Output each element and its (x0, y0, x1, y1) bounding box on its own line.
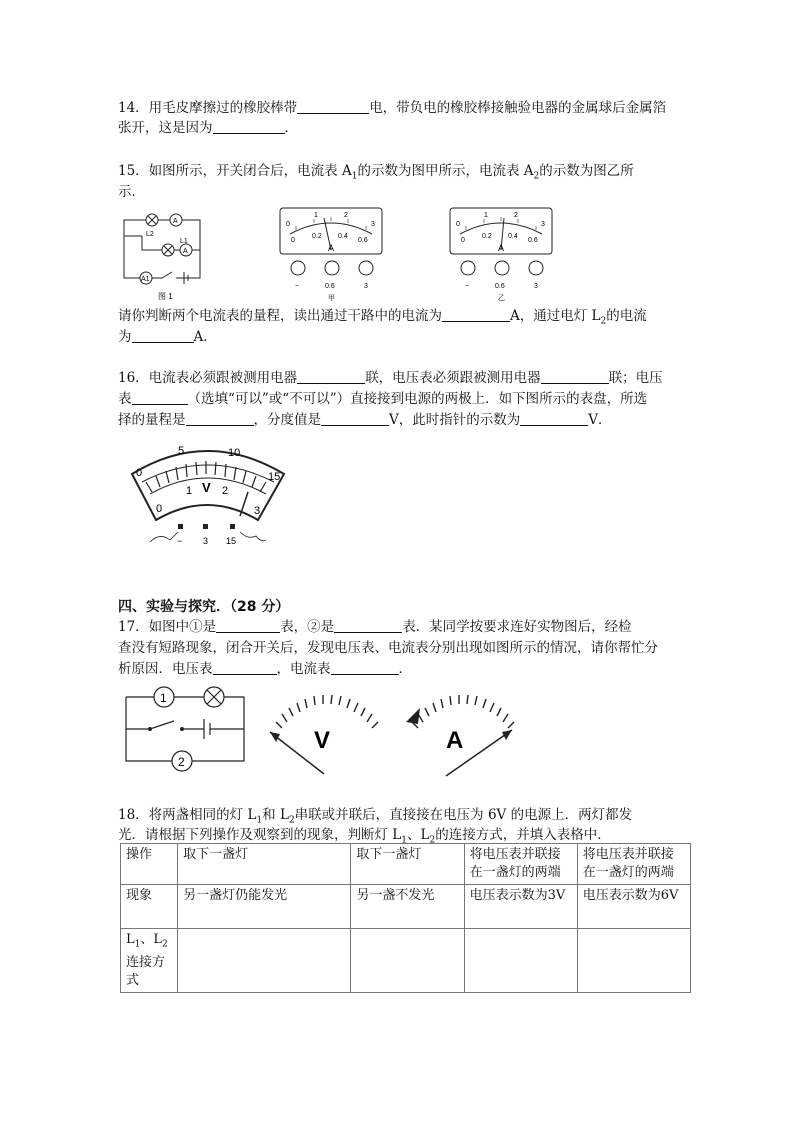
q16-text: 联，电压表必须跟被测用电器 (365, 370, 541, 386)
figure-caption: 甲 (328, 295, 335, 302)
q14-blank-2[interactable] (213, 119, 285, 134)
meter-unit: A (328, 243, 335, 253)
q18-text: 和 L (262, 807, 289, 823)
subscript: 2 (288, 815, 295, 826)
terminal-label: − (295, 283, 300, 290)
scale-label: 0 (286, 221, 290, 228)
q17-line1 (118, 617, 632, 637)
table-cell: 取下一盏灯 (351, 844, 464, 885)
cell-text: 、L (140, 932, 163, 947)
scale-label: 3 (541, 221, 545, 228)
scale-label: 0 (461, 237, 465, 244)
q16-blank-4[interactable] (186, 411, 254, 426)
scale-label: 2 (344, 212, 348, 219)
meter-label: A1 (141, 276, 150, 283)
q14-text: 14．用毛皮摩擦过的橡胶棒带 (118, 100, 298, 116)
q18-text: 光．请根据下列操作及观察到的现象，判断灯 L (118, 827, 402, 843)
table-row (121, 885, 691, 929)
meter-label: 1 (160, 691, 167, 705)
subscript: 2 (600, 316, 607, 327)
q17-text: 17．如图中①是 (118, 619, 217, 635)
scale-label: 0.2 (312, 233, 322, 240)
answer-cell[interactable] (351, 929, 464, 993)
q15-line4 (118, 327, 217, 347)
scale-label: 2 (514, 212, 518, 219)
scale-label: 5 (178, 445, 185, 457)
q14-text: 张开，这是因为 (118, 120, 213, 136)
q15-text: 示． (118, 184, 145, 200)
q16-text: （选填“可以”或“不可以”）直接接到电源的两极上．如下图所示的表盘，所选 (187, 391, 648, 407)
q14-blank-1[interactable] (297, 99, 369, 114)
q16-text: V，此时指针的示数为 (389, 412, 521, 428)
q16-text: 表 (118, 391, 132, 407)
answer-cell[interactable] (178, 929, 351, 993)
q16-text: V． (588, 412, 612, 428)
scale-label: 0 (156, 503, 163, 515)
q15-circuit-diagram (118, 206, 218, 304)
q15-text: 请你判断两个电流表的量程，读出通过干路中的电流为 (118, 308, 442, 324)
q16-blank-5[interactable] (321, 411, 389, 426)
scale-label: 0.4 (508, 233, 518, 240)
scale-label: 3 (254, 505, 261, 517)
terminal-label: 15 (226, 536, 237, 546)
q14-text: ． (284, 120, 298, 136)
meter-unit: A (446, 727, 464, 754)
table-cell: 电压表示数为6V (577, 885, 690, 929)
subscript: 1 (134, 939, 141, 950)
scale-label: 0 (456, 221, 460, 228)
q17-text: ． (398, 661, 412, 677)
subscript: 1 (401, 835, 407, 846)
table-cell: 现象 (121, 885, 178, 929)
q17-blank-1[interactable] (216, 618, 280, 633)
q15-line1 (118, 161, 634, 187)
q17-text: 析原因．电压表 (118, 661, 213, 677)
table-cell: 电压表示数为3V (464, 885, 577, 929)
table-cell: 操作 (121, 844, 178, 885)
q18-table (120, 843, 691, 993)
q16-text: 联；电压 (608, 370, 663, 386)
lamp-label: L2 (146, 231, 154, 238)
terminal-label: 3 (203, 536, 209, 546)
q17-text: 表．某同学按要求连好实物图后，经检 (402, 619, 632, 635)
scale-label: 3 (371, 221, 375, 228)
q15-ammeter-jia (276, 206, 386, 304)
scale-label: 0 (291, 237, 295, 244)
scale-label: 0 (136, 467, 143, 479)
q18-text: 、L (407, 827, 430, 843)
table-cell: 将电压表并联接在一盏灯的两端 (577, 844, 690, 885)
q15-ammeter-yi (446, 206, 556, 304)
q17-blank-4[interactable] (331, 660, 399, 675)
meter-unit: V (314, 727, 331, 754)
q14-text: 电，带负电的橡胶棒接触验电器的金属球后金属箔 (369, 100, 667, 116)
q18-text: 的连接方式，并填入表格中． (435, 827, 611, 843)
q18-text: 18．将两盏相同的灯 L (118, 807, 257, 823)
answer-cell[interactable] (464, 929, 577, 993)
table-row (121, 929, 691, 993)
scale-label: 0.2 (482, 233, 492, 240)
cell-text: 连接方式 (126, 954, 166, 988)
section-heading: 四、实验与探究．（28 分） (118, 599, 290, 615)
table-cell: 取下一盏灯 (178, 844, 351, 885)
scale-label: 15 (268, 471, 281, 483)
q17-line3 (118, 659, 412, 679)
q15-text: A，通过电灯 L (510, 308, 601, 324)
subscript: 1 (256, 815, 263, 826)
subscript: 2 (162, 939, 168, 950)
table-row (121, 844, 691, 885)
q16-text: 择的量程是 (118, 412, 186, 428)
q17-blank-2[interactable] (334, 618, 402, 633)
q15-text: A． (193, 329, 217, 345)
q15-blank-1[interactable] (442, 307, 510, 322)
cell-text: L (126, 932, 135, 947)
terminal-label: 0.6 (325, 283, 335, 290)
terminal-label: − (465, 283, 470, 290)
q16-blank-2[interactable] (541, 369, 609, 384)
subscript: 1 (351, 171, 358, 182)
q17-blank-3[interactable] (213, 660, 277, 675)
q16-blank-1[interactable] (297, 369, 365, 384)
q17-ammeter-dial (400, 686, 526, 778)
figure-caption: 图 1 (158, 292, 173, 301)
figure-caption: 乙 (498, 295, 505, 302)
table-cell (121, 929, 178, 993)
q17-circuit-diagram (120, 683, 252, 775)
meter-label: A (183, 248, 188, 255)
q17-line2 (118, 638, 658, 658)
lamp-label: L1 (180, 238, 188, 245)
q15-text: 的电流 (606, 308, 647, 324)
scale-label: 1 (484, 212, 488, 219)
q16-blank-6[interactable] (520, 411, 588, 426)
q16-text: 16．电流表必须跟被测用电器 (118, 370, 298, 386)
scale-label: 0.4 (338, 233, 348, 240)
q16-line1 (118, 368, 663, 388)
subscript: 2 (533, 171, 540, 182)
scale-label: 2 (222, 485, 229, 497)
meter-unit: A (498, 243, 505, 253)
meter-unit: V (202, 480, 211, 495)
scale-label: 0.6 (358, 237, 368, 244)
scale-label: 0.6 (528, 237, 538, 244)
q16-blank-3[interactable] (132, 390, 188, 405)
subscript: 2 (429, 835, 436, 846)
q15-blank-2[interactable] (132, 328, 194, 343)
terminal-label: 3 (534, 283, 538, 290)
table-cell: 将电压表并联接在一盏灯的两端 (464, 844, 577, 885)
terminal-label: 3 (364, 283, 368, 290)
q18-text: 串联或并联后，直接接在电压为 6V 的电源上．两灯都发 (294, 807, 633, 823)
meter-label: A (173, 218, 178, 225)
q15-text: 为 (118, 329, 132, 345)
q15-text: 的示数为图甲所示，电流表 A (357, 163, 534, 179)
q17-text: 查没有短路现象，闭合开关后，发现电压表、电流表分别出现如图所示的情况，请你帮忙分 (118, 640, 658, 656)
scale-label: 1 (314, 212, 318, 219)
terminal-label: − (177, 536, 183, 546)
meter-label: 2 (178, 755, 185, 769)
q15-text: 15．如图所示，开关闭合后，电流表 A (118, 163, 352, 179)
answer-cell[interactable] (577, 929, 690, 993)
scale-label: 10 (228, 447, 241, 459)
scale-label: 1 (186, 485, 193, 497)
q16-voltmeter-dial (122, 436, 292, 550)
table-cell: 另一盏灯仍能发光 (178, 885, 351, 929)
q16-text: ，分度值是 (253, 412, 321, 428)
q17-voltmeter-dial (264, 686, 390, 778)
q14-line1 (118, 98, 666, 118)
q17-text: ，电流表 (276, 661, 331, 677)
q14-line2 (118, 118, 298, 138)
q16-line3 (118, 410, 612, 430)
terminal-label: 0.6 (495, 283, 505, 290)
q16-line2 (118, 389, 647, 409)
q15-text: 的示数为图乙所 (539, 163, 634, 179)
q15-line2 (118, 182, 145, 202)
table-cell: 另一盏不发光 (351, 885, 464, 929)
q17-text: 表，②是 (280, 619, 335, 635)
